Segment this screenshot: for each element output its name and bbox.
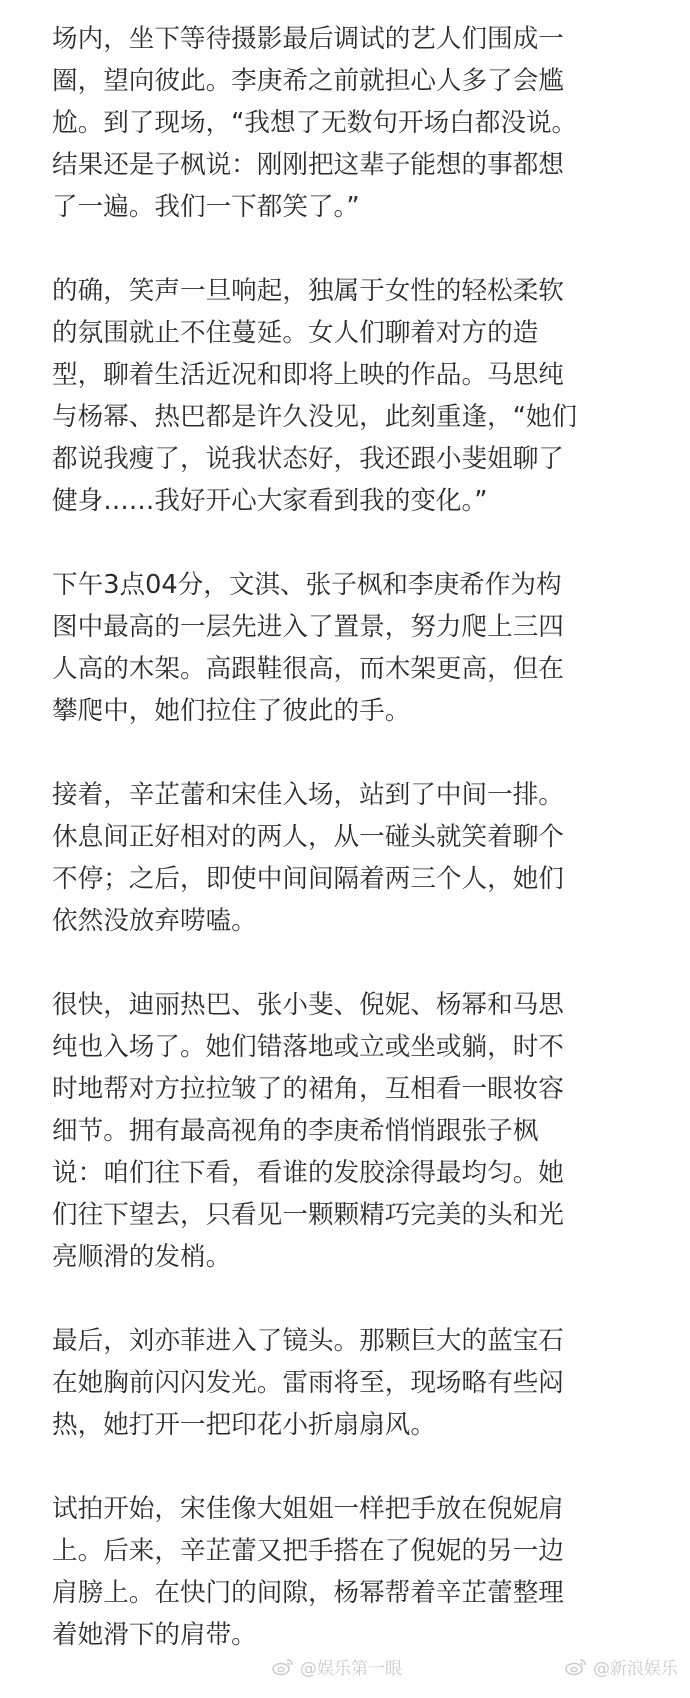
text-line: 着她滑下的肩带。 [52,1620,257,1650]
text-line: 说：咱们往下看，看谁的发胶涂得最均匀。她 [52,1158,564,1188]
text-line: 试拍开始，宋佳像大姐姐一样把手放在倪妮肩 [52,1494,564,1524]
text-line: 的确，笑声一旦响起，独属于女性的轻松柔软 [52,276,564,306]
watermark-text: @娱乐第一眼 [300,1659,402,1679]
text-line: 圈，望向彼此。李庚希之前就担心人多了会尴 [52,66,564,96]
text-line: 结果还是子枫说：刚刚把这辈子能想的事都想 [52,150,564,180]
text-line: 与杨幂、热巴都是许久没见，此刻重逢，“她们 [52,402,578,432]
text-line: 细节。拥有最高视角的李庚希悄悄跟张子枫 [52,1116,539,1146]
text-line: 依然没放弃唠嗑。 [52,906,257,936]
text-line: 健身……我好开心大家看到我的变化。” [52,486,488,516]
watermark-text: @新浪娱乐 [593,1659,678,1679]
text-line: 时地帮对方拉拉皱了的裙角，互相看一眼妆容 [52,1074,564,1104]
paragraph [52,984,652,1278]
paragraph [52,18,652,228]
weibo-logo-icon [565,1658,587,1676]
text-line: 在她胸前闪闪发光。雷雨将至，现场略有些闷 [52,1368,564,1398]
watermark-strip [0,1650,690,1686]
text-line: 热，她打开一把印花小折扇扇风。 [52,1410,436,1440]
text-line: 不停；之后，即使中间间隔着两三个人，她们 [52,864,564,894]
text-line: 亮顺滑的发梢。 [52,1242,232,1272]
text-line: 们往下望去，只看见一颗颗精巧完美的头和光 [52,1200,564,1230]
text-line: 纯也入场了。她们错落地或立或坐或躺，时不 [52,1032,564,1062]
text-line: 都说我瘦了，说我状态好，我还跟小斐姐聊了 [52,444,564,474]
paragraph [52,564,652,732]
text-line: 下午3点04分，文淇、张子枫和李庚希作为构 [52,570,562,600]
text-line: 休息间正好相对的两人，从一碰头就笑着聊个 [52,822,564,852]
paragraph [52,1488,652,1656]
text-line: 型，聊着生活近况和即将上映的作品。马思纯 [52,360,564,390]
text-line: 接着，辛芷蕾和宋佳入场，站到了中间一排。 [52,780,564,810]
paragraph [52,774,652,942]
text-line: 很快，迪丽热巴、张小斐、倪妮、杨幂和马思 [52,990,564,1020]
article-body [52,18,652,1698]
text-line: 人高的木架。高跟鞋很高，而木架更高，但在 [52,654,564,684]
text-line: 的氛围就止不住蔓延。女人们聊着对方的造 [52,318,539,348]
weibo-logo-icon [272,1658,294,1676]
watermark [272,1654,402,1679]
paragraph [52,1320,652,1446]
text-line: 图中最高的一层先进入了置景，努力爬上三四 [52,612,564,642]
text-line: 上。后来，辛芷蕾又把手搭在了倪妮的另一边 [52,1536,564,1566]
text-line: 最后，刘亦菲进入了镜头。那颗巨大的蓝宝石 [52,1326,564,1356]
text-line: 场内，坐下等待摄影最后调试的艺人们围成一 [52,24,564,54]
text-line: 攀爬中，她们拉住了彼此的手。 [52,696,411,726]
paragraph [52,270,652,522]
text-line: 肩膀上。在快门的间隙，杨幂帮着辛芷蕾整理 [52,1578,564,1608]
text-line: 了一遍。我们一下都笑了。” [52,192,360,222]
watermark [565,1654,678,1679]
text-line: 尬。到了现场，“我想了无数句开场白都没说。 [52,108,578,138]
